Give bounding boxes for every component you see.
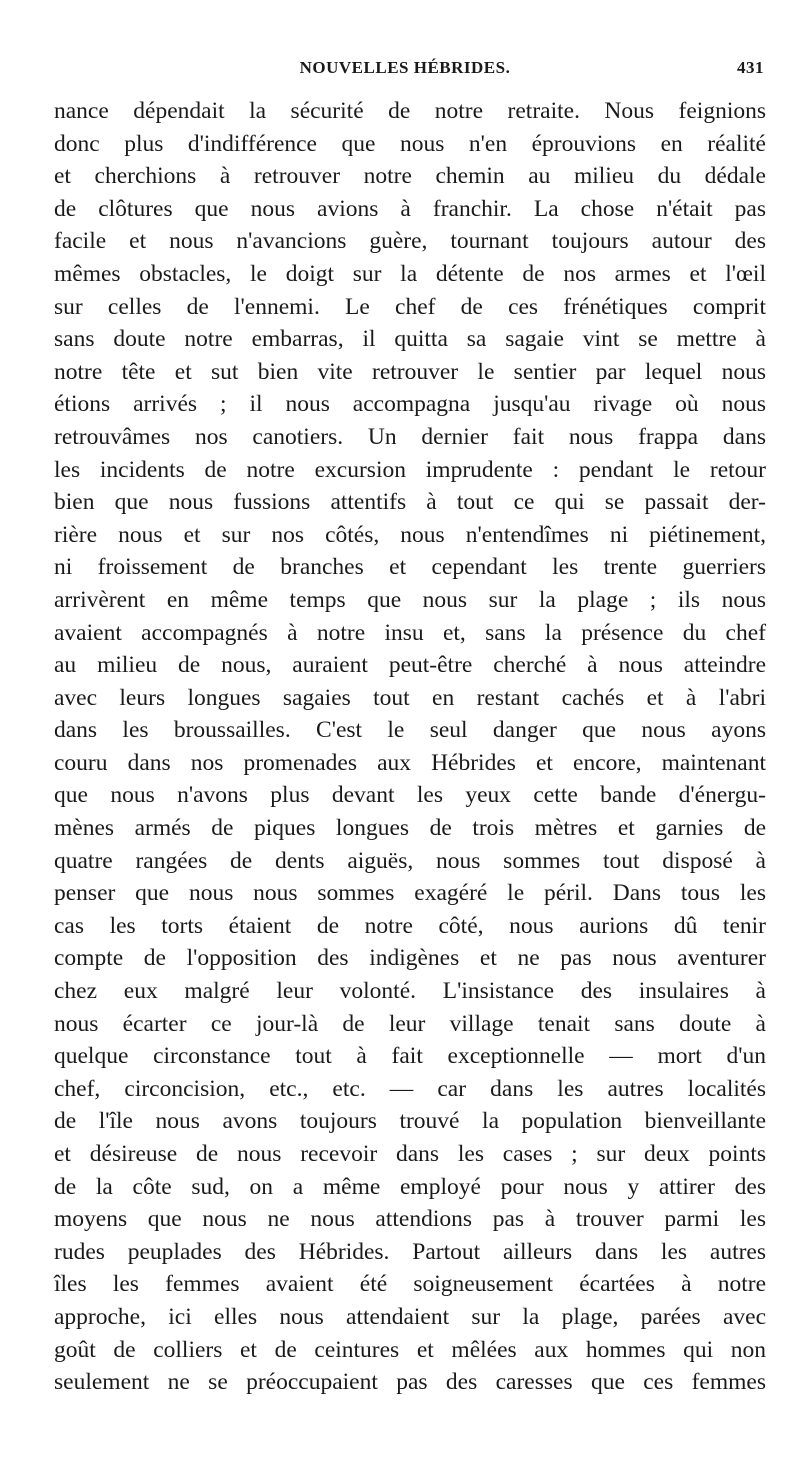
- text-line: les incidents de notre excursion imprudente : pendant le retour: [54, 456, 766, 483]
- text-line: dans les broussailles. C'est le seul danger que nous ayons: [54, 717, 766, 744]
- text-line: que nous n'avons plus devant les yeux cette bande d'énergu-: [54, 782, 766, 809]
- text-line: mêmes obstacles, le doigt sur la détente de nos armes et l'œil: [54, 260, 766, 287]
- text-line: étions arrivés ; il nous accompagna jusqu'au rivage où nous: [54, 391, 766, 418]
- text-line: et cherchions à retrouver notre chemin au milieu du dédale: [54, 163, 766, 190]
- page-number: 431: [737, 58, 764, 77]
- text-line: retrouvâmes nos canotiers. Un dernier fait nous frappa dans: [54, 423, 766, 450]
- text-line: de clôtures que nous avions à franchir. La chose n'était pas: [54, 195, 766, 222]
- text-line: chef, circoncision, etc., etc. — car dans les autres localités: [54, 1075, 766, 1102]
- text-line: avaient accompagnés à notre insu et, sans la présence du chef: [54, 619, 766, 646]
- running-header: [46, 58, 764, 84]
- text-line: approche, ici elles nous attendaient sur la plage, parées avec: [54, 1303, 766, 1330]
- text-line: au milieu de nous, auraient peut-être cherché à nous atteindre: [54, 652, 766, 679]
- text-line: facile et nous n'avancions guère, tournant toujours autour des: [54, 228, 766, 255]
- text-line: quatre rangées de dents aiguës, nous sommes tout disposé à: [54, 847, 766, 874]
- text-line: de la côte sud, on a même employé pour nous y attirer des: [54, 1173, 766, 1200]
- text-line: penser que nous nous sommes exagéré le péril. Dans tous les: [54, 880, 766, 907]
- text-line: notre tête et sut bien vite retrouver le sentier par lequel nous: [54, 358, 766, 385]
- text-line: bien que nous fussions attentifs à tout ce qui se passait der-: [54, 489, 766, 516]
- text-line: chez eux malgré leur volonté. L'insistance des insulaires à: [54, 978, 766, 1005]
- text-line: compte de l'opposition des indigènes et ne pas nous aventurer: [54, 945, 766, 972]
- text-line: îles les femmes avaient été soigneusement écartées à notre: [54, 1271, 766, 1298]
- text-line: quelque circonstance tout à fait exceptionnelle — mort d'un: [54, 1043, 766, 1070]
- text-line: ni froissement de branches et cependant les trente guerriers: [54, 554, 766, 581]
- text-line: mènes armés de piques longues de trois mètres et garnies de: [54, 815, 766, 842]
- text-line: nance dépendait la sécurité de notre retraite. Nous feignions: [54, 98, 766, 124]
- text-line: cas les torts étaient de notre côté, nous aurions dû tenir: [54, 912, 766, 939]
- text-line: rière nous et sur nos côtés, nous n'entendîmes ni piétinement,: [54, 521, 766, 548]
- text-line: moyens que nous ne nous attendions pas à trouver parmi les: [54, 1206, 766, 1233]
- text-line: goût de colliers et de ceintures et mêlées aux hommes qui non: [54, 1336, 766, 1363]
- text-line: de l'île nous avons toujours trouvé la population bienveillante: [54, 1108, 766, 1135]
- body-text: [54, 95, 766, 1399]
- text-line: arrivèrent en même temps que nous sur la plage ; ils nous: [54, 586, 766, 613]
- text-line: sur celles de l'ennemi. Le chef de ces frénétiques comprit: [54, 293, 766, 320]
- text-line: avec leurs longues sagaies tout en restant cachés et à l'abri: [54, 684, 766, 711]
- text-line: nous écarter ce jour-là de leur village tenait sans doute à: [54, 1010, 766, 1037]
- text-line: sans doute notre embarras, il quitta sa sagaie vint se mettre à: [54, 326, 766, 353]
- text-line: couru dans nos promenades aux Hébrides et encore, maintenant: [54, 749, 766, 776]
- text-line: seulement ne se préoccupaient pas des caresses que ces femmes: [54, 1369, 766, 1396]
- text-line: et désireuse de nous recevoir dans les cases ; sur deux points: [54, 1141, 766, 1167]
- running-title: NOUVELLES HÉBRIDES.: [299, 58, 511, 77]
- text-line: donc plus d'indifférence que nous n'en éprouvions en réalité: [54, 130, 766, 157]
- text-line: rudes peuplades des Hébrides. Partout ailleurs dans les autres: [54, 1238, 766, 1265]
